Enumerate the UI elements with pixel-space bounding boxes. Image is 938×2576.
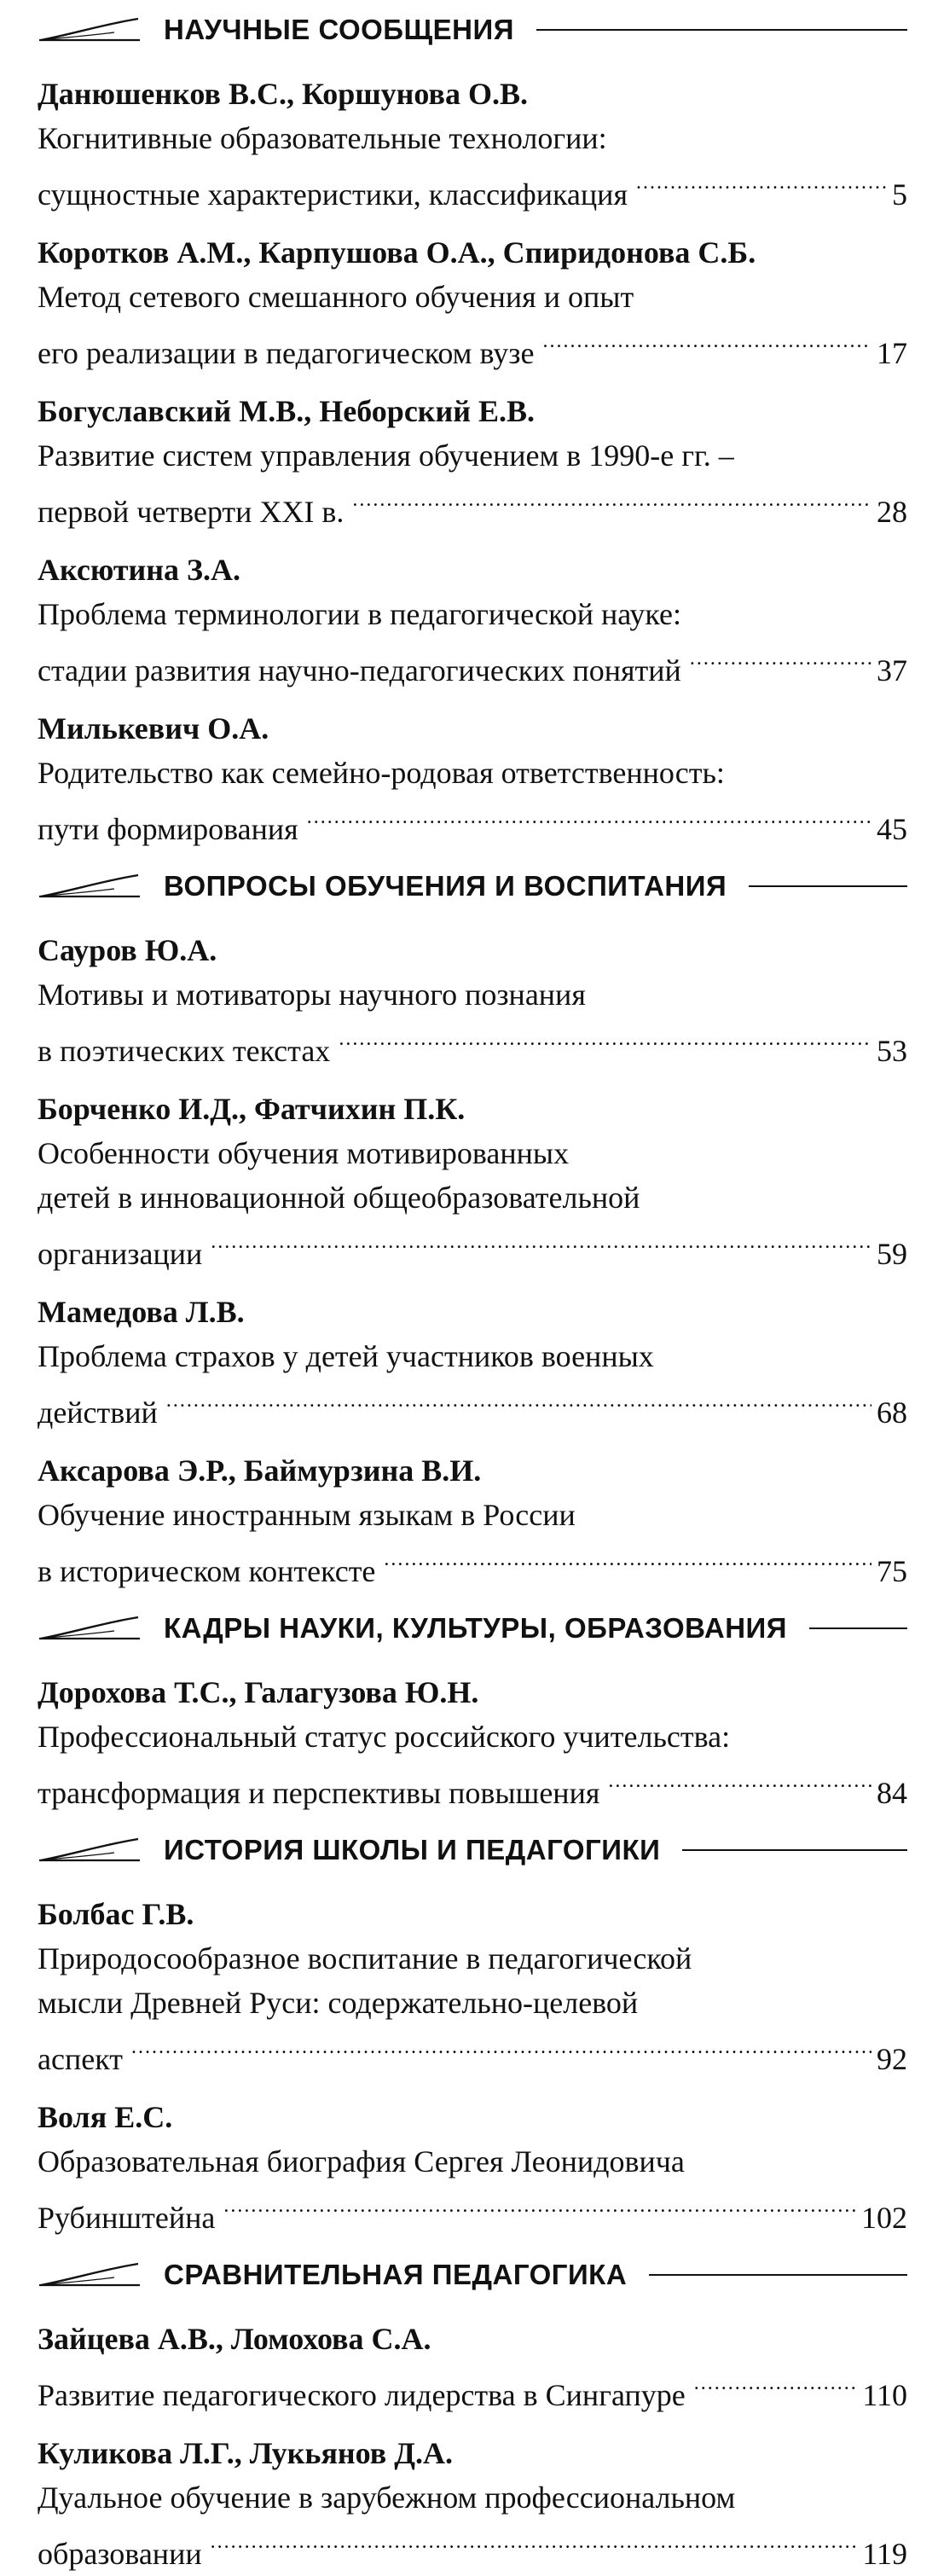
entry-title-lines (38, 1936, 907, 2025)
entry-title-end: сущностные характеристики, классификация (38, 177, 628, 212)
entry-title-line: Образовательная биография Сергея Леонидовича (38, 2144, 685, 2179)
toc-section (38, 1607, 907, 1815)
entry-title-line: детей в инновационной общеобразовательной (38, 1181, 640, 1215)
entry-last-line (38, 1378, 907, 1435)
section-entries (38, 928, 907, 1593)
page-number: 68 (877, 1395, 907, 1430)
entry-title-line: Проблема терминологии в педагогической науке: (38, 597, 681, 631)
section-header (38, 2254, 907, 2296)
dot-leader (131, 2025, 871, 2069)
page-number: 53 (877, 1034, 907, 1068)
entry-title-line: Особенности обучения мотивированных (38, 1136, 570, 1170)
toc-entry[interactable] (38, 1290, 907, 1435)
entry-title-lines (38, 751, 907, 795)
entry-last-line (38, 2184, 907, 2240)
section-entries (38, 1670, 907, 1815)
entry-authors: Воля Е.С. (38, 2100, 173, 2134)
section-title: ВОПРОСЫ ОБУЧЕНИЯ И ВОСПИТАНИЯ (164, 870, 727, 902)
entry-authors: Коротков А.М., Карпушова О.А., Спиридонова С.Б. (38, 235, 756, 270)
entry-last-line (38, 1759, 907, 1815)
entry-last-line (38, 478, 907, 534)
entry-authors: Куликова Л.Г., Лукьянов Д.А. (38, 2436, 453, 2470)
dot-leader (636, 160, 887, 205)
entry-title-line: Профессиональный статус российского учительства: (38, 1720, 731, 1754)
entry-title-lines (38, 1334, 907, 1378)
entry-last-line (38, 160, 907, 217)
entry-title-end: пути формирования (38, 812, 298, 846)
dot-leader (694, 2361, 858, 2405)
toc-entry[interactable] (38, 2317, 907, 2417)
toc-section (38, 9, 907, 851)
section-rule (536, 29, 907, 31)
entry-title-end: в историческом контексте (38, 1554, 376, 1588)
toc-entry[interactable] (38, 548, 907, 693)
page-number: 75 (877, 1554, 907, 1588)
toc-entry[interactable] (38, 928, 907, 1073)
dot-leader (352, 478, 871, 522)
entry-authors: Дорохова Т.С., Галагузова Ю.Н. (38, 1675, 479, 1709)
entry-title-line: Обучение иностранным языкам в России (38, 1498, 576, 1532)
toc-entry[interactable] (38, 1892, 907, 2081)
toc-entry[interactable] (38, 1448, 907, 1593)
toc-entry[interactable] (38, 1087, 907, 1276)
toc-entry[interactable] (38, 72, 907, 217)
section-entries (38, 1892, 907, 2240)
entry-authors: Зайцева А.В., Ломохова С.А. (38, 2322, 431, 2356)
entry-title-end: действий (38, 1395, 158, 1430)
entry-title-end: первой четверти XXI в. (38, 495, 345, 529)
entry-title-lines (38, 2139, 907, 2184)
toc-entry[interactable] (38, 230, 907, 375)
entry-title-end: образовании (38, 2537, 202, 2571)
quill-line-icon (38, 1837, 142, 1863)
entry-last-line (38, 636, 907, 693)
entry-title-lines (38, 1493, 907, 1537)
toc-entry[interactable] (38, 706, 907, 851)
entry-last-line (38, 2520, 907, 2576)
entry-title-end: организации (38, 1237, 203, 1271)
page-number: 110 (862, 2378, 907, 2412)
entry-last-line (38, 1220, 907, 1276)
page-number: 45 (877, 812, 907, 846)
entry-title-line: Природосообразное воспитание в педагогической (38, 1941, 692, 1976)
quill-line-icon (38, 873, 142, 899)
toc-entry[interactable] (38, 2431, 907, 2576)
entry-authors: Болбас Г.В. (38, 1897, 194, 1931)
section-title: КАДРЫ НАУКИ, КУЛЬТУРЫ, ОБРАЗОВАНИЯ (164, 1612, 787, 1644)
entry-title-end: в поэтических текстах (38, 1034, 331, 1068)
entry-last-line (38, 1537, 907, 1593)
page-number: 119 (862, 2537, 907, 2571)
entry-title-end: стадии развития научно-педагогических понятий (38, 653, 681, 688)
entry-title-line: мысли Древней Руси: содержательно-целевой (38, 1986, 639, 2020)
toc-section (38, 2254, 907, 2576)
dot-leader (166, 1378, 871, 1423)
entry-last-line (38, 2025, 907, 2081)
entry-title-end: его реализации в педагогическом вузе (38, 336, 535, 370)
page-number: 17 (877, 336, 907, 370)
section-title: НАУЧНЫЕ СООБЩЕНИЯ (164, 14, 514, 45)
dot-leader (542, 319, 871, 363)
quill-line-icon (38, 2262, 142, 2288)
page-number: 102 (861, 2201, 907, 2235)
entry-last-line (38, 795, 907, 851)
entry-title-end: Развитие педагогического лидерства в Сингапуре (38, 2378, 686, 2412)
entry-authors: Борченко И.Д., Фатчихин П.К. (38, 1092, 466, 1126)
entry-authors: Мамедова Л.В. (38, 1295, 245, 1329)
entry-title-line: Метод сетевого смешанного обучения и опыт (38, 280, 634, 314)
entry-last-line (38, 2361, 907, 2417)
entry-title-lines (38, 275, 907, 319)
entry-title-lines (38, 1714, 907, 1759)
entry-title-line: Проблема страхов у детей участников военных (38, 1339, 654, 1373)
entry-title-lines (38, 2475, 907, 2520)
section-title: ИСТОРИЯ ШКОЛЫ И ПЕДАГОГИКИ (164, 1834, 661, 1865)
entry-title-lines (38, 116, 907, 160)
entry-title-line: Дуальное обучение в зарубежном профессиональном (38, 2480, 736, 2515)
toc-section (38, 865, 907, 1593)
entry-title-lines (38, 592, 907, 636)
section-header (38, 1607, 907, 1650)
section-rule (649, 2274, 907, 2276)
section-rule (809, 1627, 907, 1629)
toc-section (38, 1829, 907, 2240)
entry-title-end: аспект (38, 2042, 123, 2076)
entry-last-line (38, 319, 907, 375)
section-rule (682, 1849, 907, 1851)
entry-title-lines (38, 1131, 907, 1220)
entry-title-line: Мотивы и мотиваторы научного познания (38, 978, 586, 1012)
entry-authors: Милькевич О.А. (38, 711, 269, 746)
entry-title-lines (38, 433, 907, 478)
section-header (38, 1829, 907, 1871)
dot-leader (223, 2184, 856, 2228)
quill-line-icon (38, 17, 142, 43)
entry-authors: Богуславский М.В., Неборский Е.В. (38, 394, 536, 428)
quill-line-icon (38, 1616, 142, 1641)
section-header (38, 865, 907, 908)
dot-leader (608, 1759, 871, 1803)
dot-leader (384, 1537, 871, 1581)
section-title: СРАВНИТЕЛЬНАЯ ПЕДАГОГИКА (164, 2259, 628, 2290)
toc-entry[interactable] (38, 2095, 907, 2240)
entry-title-line: Развитие систем управления обучением в 1990-е гг. – (38, 438, 734, 473)
dot-leader (339, 1017, 871, 1061)
entry-authors: Аксютина З.А. (38, 553, 241, 587)
toc-entry[interactable] (38, 1670, 907, 1815)
page-number: 28 (877, 495, 907, 529)
page-number: 92 (877, 2042, 907, 2076)
entry-title-lines (38, 972, 907, 1017)
entry-authors: Данюшенков В.С., Коршунова О.В. (38, 77, 528, 111)
page-number: 59 (877, 1237, 907, 1271)
page-number: 84 (877, 1776, 907, 1810)
section-entries (38, 2317, 907, 2576)
entry-title-end: Рубинштейна (38, 2201, 216, 2235)
entry-title-end: трансформация и перспективы повышения (38, 1776, 600, 1810)
dot-leader (211, 1220, 871, 1264)
dot-leader (690, 636, 871, 681)
toc-entry[interactable] (38, 389, 907, 534)
entry-title-line: Родительство как семейно-родовая ответственность: (38, 756, 725, 790)
section-header (38, 9, 907, 51)
section-rule (749, 885, 907, 887)
page-number: 37 (877, 653, 907, 688)
dot-leader (307, 795, 871, 839)
entry-authors: Аксарова Э.Р., Баймурзина В.И. (38, 1453, 482, 1488)
entry-authors: Сауров Ю.А. (38, 933, 217, 967)
entry-last-line (38, 1017, 907, 1073)
dot-leader (211, 2520, 858, 2564)
entry-title-line: Когнитивные образовательные технологии: (38, 121, 607, 155)
section-entries (38, 72, 907, 851)
page-number: 5 (892, 177, 907, 212)
